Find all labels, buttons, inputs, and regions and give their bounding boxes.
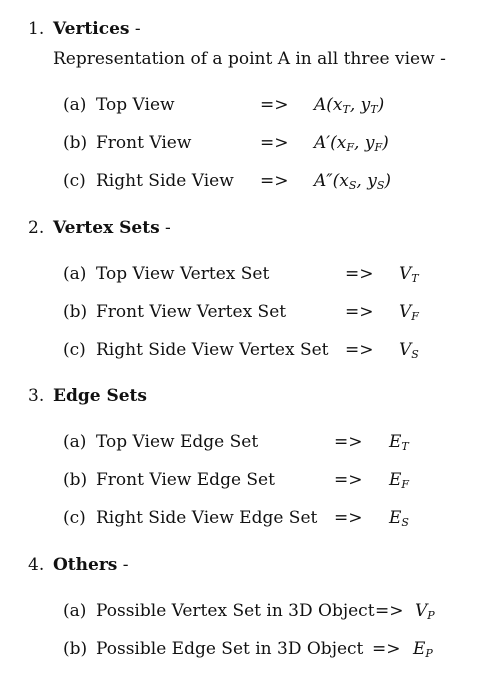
- section-number: 2.: [28, 218, 45, 238]
- math-sub: P: [427, 609, 435, 622]
- set-notation: [415, 603, 435, 621]
- math-sub: P: [425, 647, 433, 660]
- item-label: (c): [63, 340, 86, 360]
- set-notation: [399, 342, 419, 360]
- math-symbol: E: [389, 432, 402, 452]
- arrow: =>: [260, 95, 289, 115]
- math-sub: S: [376, 179, 385, 192]
- math-var: x: [332, 95, 343, 115]
- set-notation: [389, 472, 409, 490]
- item-label: (b): [63, 133, 88, 153]
- prime-mark: ″: [326, 171, 333, 191]
- math-sub: T: [370, 103, 378, 116]
- arrow: =>: [260, 171, 289, 191]
- prime-mark: ′: [326, 133, 331, 153]
- item-label: (c): [63, 508, 86, 528]
- item-label: (b): [63, 302, 88, 322]
- item-label: (a): [63, 95, 87, 115]
- item-text: Front View Vertex Set: [96, 302, 287, 322]
- section-number: 3.: [28, 386, 45, 406]
- arrow: =>: [345, 302, 374, 322]
- math-sub: S: [411, 348, 419, 361]
- math-var: x: [339, 171, 349, 191]
- section-heading: [53, 21, 141, 38]
- section-title: Others: [53, 555, 118, 575]
- item-label: (b): [63, 470, 88, 490]
- point-notation: $A''(x_S$, $y_S$): [314, 171, 392, 192]
- arrow: =>: [334, 470, 363, 490]
- set-notation: [389, 434, 409, 452]
- math-sub: T: [342, 103, 350, 116]
- item-text: Right Side View: [96, 171, 234, 191]
- math-sub: S: [348, 179, 357, 192]
- math-symbol: V: [415, 601, 428, 621]
- item-text: Top View: [96, 95, 175, 115]
- item-label: (a): [63, 264, 87, 284]
- item-label: (c): [63, 171, 86, 191]
- item-text: Right Side View Vertex Set: [96, 340, 329, 360]
- math-sub: F: [401, 478, 410, 491]
- arrow: =>: [345, 264, 374, 284]
- item-text: Front View: [96, 133, 192, 153]
- item-text: Top View Edge Set: [96, 432, 259, 452]
- item-text: Right Side View Edge Set: [96, 508, 318, 528]
- point-notation: $A'(x_F$, $y_F$): [314, 133, 389, 154]
- item-text: Front View Edge Set: [96, 470, 275, 490]
- math-symbol: A: [314, 133, 327, 153]
- set-notation: [399, 266, 419, 284]
- item-text: Possible Edge Set in 3D Object: [96, 639, 364, 659]
- arrow: =>: [375, 601, 404, 621]
- math-sub: T: [401, 440, 409, 453]
- math-sub: S: [401, 516, 409, 529]
- section-title: Vertex Sets: [53, 218, 160, 238]
- section-heading: [53, 557, 129, 574]
- item-text: Possible Vertex Set in 3D Object: [96, 601, 375, 621]
- math-symbol: V: [399, 340, 412, 360]
- arrow: =>: [260, 133, 289, 153]
- math-sub: F: [411, 310, 419, 323]
- section-number: 4.: [28, 555, 45, 575]
- section-title-suffix: -: [117, 555, 129, 575]
- arrow: =>: [334, 432, 363, 452]
- math-symbol: E: [413, 639, 426, 659]
- section-title: Edge Sets: [53, 386, 147, 406]
- section-number: 1.: [28, 19, 45, 39]
- section-title-suffix: -: [159, 218, 171, 238]
- math-symbol: E: [389, 508, 402, 528]
- math-symbol: E: [389, 470, 402, 490]
- set-notation: [399, 304, 419, 322]
- section-heading: [53, 388, 147, 405]
- math-var: y: [367, 171, 377, 191]
- item-label: (a): [63, 432, 87, 452]
- math-sub: F: [374, 141, 383, 154]
- arrow: =>: [345, 340, 374, 360]
- math-symbol: V: [399, 264, 412, 284]
- section-title-suffix: -: [129, 19, 141, 39]
- math-sub: F: [346, 141, 355, 154]
- set-notation: [389, 510, 409, 528]
- set-notation: [413, 641, 433, 659]
- math-sub: T: [411, 272, 419, 285]
- math-var: x: [336, 133, 347, 153]
- item-label: (b): [63, 639, 88, 659]
- item-text: Top View Vertex Set: [96, 264, 270, 284]
- arrow: =>: [334, 508, 363, 528]
- math-symbol: A: [314, 95, 327, 115]
- section-heading: [53, 220, 171, 237]
- math-symbol: A: [314, 171, 327, 191]
- math-var: y: [360, 95, 371, 115]
- section-intro: Representation of a point A in all three view -: [53, 49, 446, 69]
- math-var: y: [364, 133, 375, 153]
- item-label: (a): [63, 601, 87, 621]
- arrow: =>: [372, 639, 401, 659]
- point-notation: $A(x_T$, $y_T$): [314, 95, 385, 116]
- section-title: Vertices: [53, 19, 130, 39]
- math-symbol: V: [399, 302, 412, 322]
